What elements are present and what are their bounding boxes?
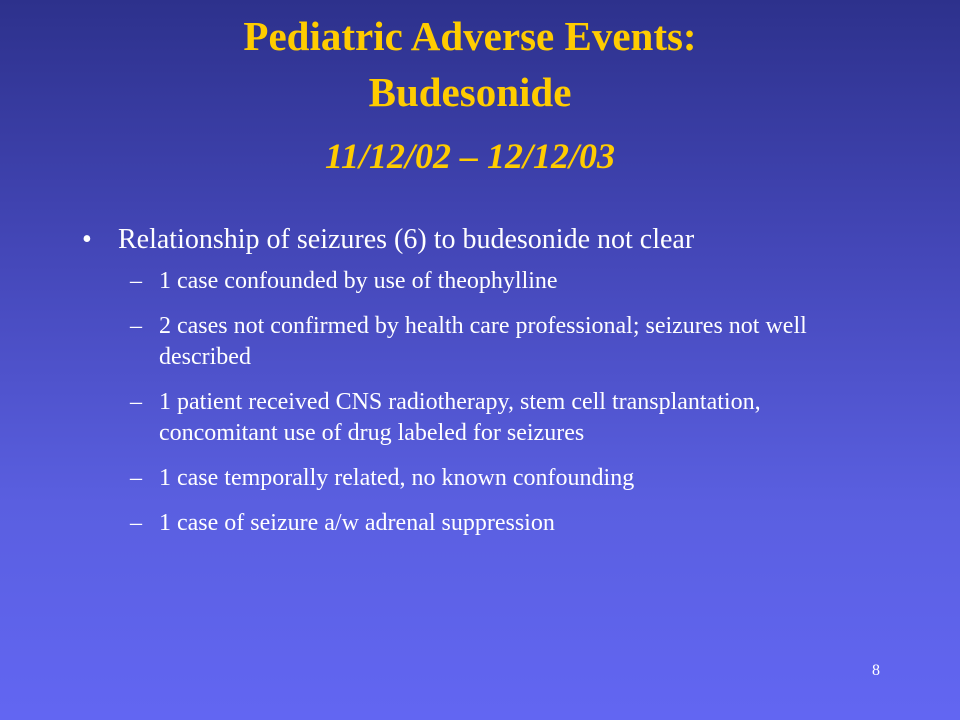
sub-bullet-text: 1 case temporally related, no known confounding bbox=[159, 465, 635, 491]
sub-bullet-text: 1 case of seizure a/w adrenal suppression bbox=[159, 510, 555, 536]
sub-bullet-list bbox=[82, 266, 842, 539]
sub-bullet-item bbox=[82, 311, 842, 373]
title-line-2: Budesonide bbox=[368, 69, 572, 115]
sub-bullet-text: 2 cases not confirmed by health care professional; seizures not well described bbox=[159, 313, 807, 370]
bullet-marker: • bbox=[82, 224, 92, 255]
sub-bullet-item bbox=[82, 266, 842, 297]
sub-bullet-item bbox=[82, 463, 842, 494]
page-number: 8 bbox=[872, 662, 880, 679]
dash-marker: – bbox=[130, 313, 142, 339]
dash-marker: – bbox=[130, 268, 142, 294]
title-line-1: Pediatric Adverse Events: bbox=[243, 13, 697, 59]
bullet-text: Relationship of seizures (6) to budesonide not clear bbox=[118, 224, 695, 255]
sub-bullet-text: 1 patient received CNS radiotherapy, stem cell transplantation, concomitant use of drug labeled for seizures bbox=[159, 389, 761, 446]
dash-marker: – bbox=[130, 465, 142, 491]
title-date-range: 11/12/02 – 12/12/03 bbox=[324, 136, 616, 176]
slide-title bbox=[0, 8, 940, 182]
dash-marker: – bbox=[130, 389, 142, 415]
slide-content bbox=[82, 220, 842, 553]
sub-bullet-text: 1 case confounded by use of theophylline bbox=[159, 268, 558, 294]
bullet-item bbox=[82, 220, 842, 259]
sub-bullet-item bbox=[82, 387, 842, 449]
dash-marker: – bbox=[130, 510, 142, 536]
sub-bullet-item bbox=[82, 508, 842, 539]
